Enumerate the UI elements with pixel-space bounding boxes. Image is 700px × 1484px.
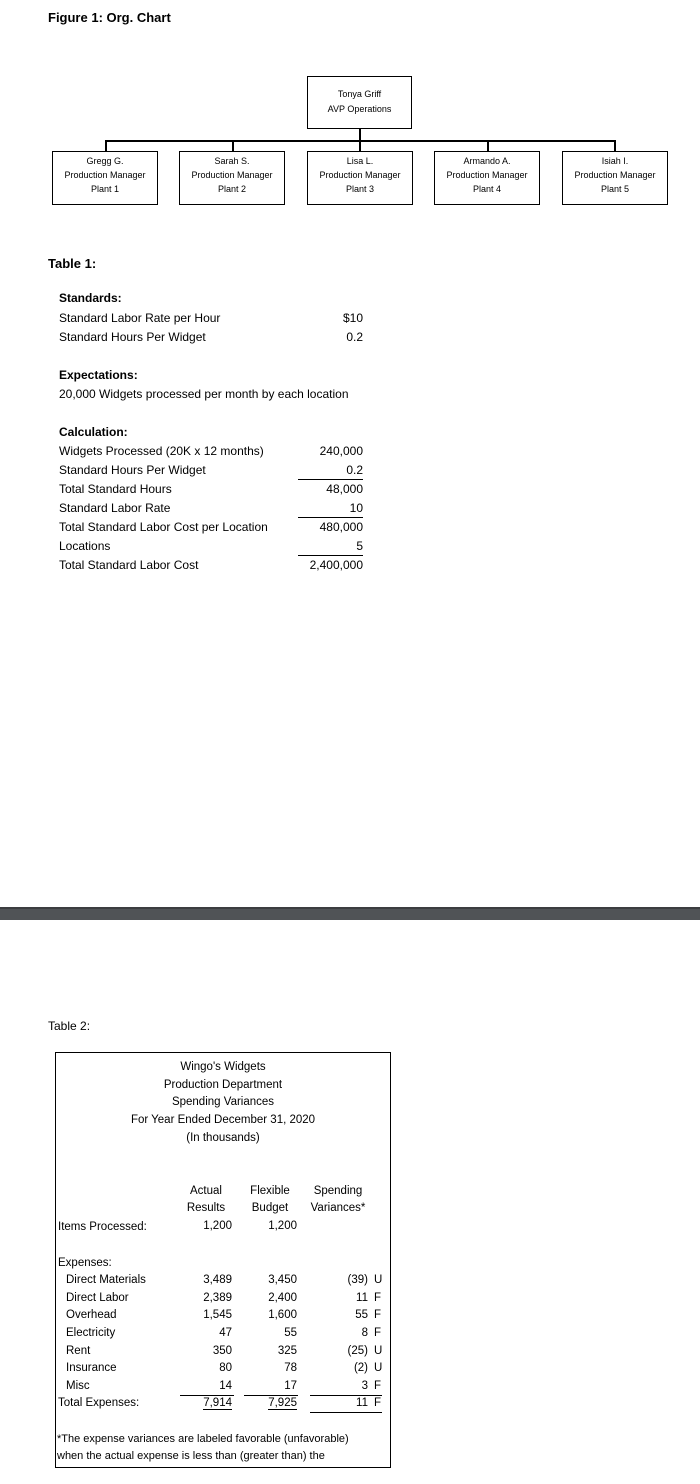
expense-label: Direct Materials	[66, 1274, 146, 1286]
items-processed-actual: 1,200	[203, 1220, 232, 1232]
expense-flag: U	[374, 1362, 383, 1374]
org-plant: Plant 3	[345, 184, 375, 194]
calc-underline	[298, 555, 363, 556]
col-spending-2: Variances*	[310, 1202, 366, 1214]
org-role: Production Manager	[574, 170, 656, 180]
org-box-manager-2	[179, 151, 285, 205]
calc-value: 480,000	[319, 520, 363, 534]
expense-flexible: 78	[284, 1362, 297, 1374]
org-name: Sarah S.	[214, 156, 250, 166]
calc-value: 10	[349, 501, 363, 515]
table2-period: For Year Ended December 31, 2020	[130, 1114, 316, 1126]
expense-flag: F	[374, 1327, 382, 1339]
org-plant: Plant 2	[217, 184, 247, 194]
col-flexible-1: Flexible	[250, 1185, 290, 1197]
total-underline-variance	[310, 1395, 382, 1396]
calc-underline	[298, 517, 363, 518]
expense-flag: F	[374, 1380, 382, 1392]
expense-label: Insurance	[66, 1362, 117, 1374]
standards-value: $10	[342, 311, 363, 325]
org-connector-drop-5	[614, 140, 616, 151]
footnote-line-2: when the actual expense is less than (greater than) the	[57, 1450, 325, 1462]
calc-label: Total Standard Labor Cost	[59, 558, 199, 572]
expense-flexible: 1,600	[268, 1309, 297, 1321]
table2-report-title: Spending Variances	[171, 1096, 275, 1108]
total-flag: F	[374, 1397, 382, 1409]
col-actual-2: Results	[186, 1202, 226, 1214]
total-underline-variance-bottom	[310, 1412, 382, 1413]
calc-label: Locations	[59, 539, 111, 553]
expense-actual: 47	[219, 1327, 232, 1339]
org-role: Production Manager	[64, 170, 146, 180]
figure-title: Figure 1: Org. Chart	[48, 10, 171, 25]
total-label: Total Expenses:	[58, 1397, 140, 1409]
expense-variance: (25)	[347, 1345, 368, 1357]
calc-value: 5	[356, 539, 363, 553]
expense-variance: 55	[355, 1309, 368, 1321]
org-plant: Plant 1	[90, 184, 120, 194]
org-connector-drop-3	[359, 140, 361, 151]
expense-flag: F	[374, 1309, 382, 1321]
expense-label: Electricity	[66, 1327, 116, 1339]
page-divider	[0, 907, 700, 920]
total-actual: 7,914	[203, 1397, 232, 1409]
org-connector-drop-2	[232, 140, 234, 151]
total-underline-actual	[180, 1395, 234, 1396]
expense-flexible: 55	[284, 1327, 297, 1339]
expense-flag: F	[374, 1292, 382, 1304]
expense-actual: 2,389	[203, 1292, 232, 1304]
org-box-avp	[307, 76, 412, 129]
expectations-heading: Expectations:	[59, 368, 138, 382]
table2-units: (In thousands)	[186, 1132, 260, 1144]
calculation-heading: Calculation:	[59, 425, 128, 439]
org-connector-horizontal	[105, 140, 616, 142]
items-processed-flexible: 1,200	[268, 1220, 297, 1232]
org-role: AVP Operations	[327, 104, 392, 114]
expense-actual: 1,545	[203, 1309, 232, 1321]
org-plant: Plant 4	[472, 184, 502, 194]
expectations-text: 20,000 Widgets processed per month by each location	[59, 387, 349, 401]
table2-company: Wingo's Widgets	[180, 1061, 266, 1073]
expense-label: Direct Labor	[66, 1292, 129, 1304]
standards-heading: Standards:	[59, 291, 122, 305]
expense-flag: U	[374, 1274, 383, 1286]
expense-variance: 11	[356, 1292, 368, 1304]
table2	[55, 1052, 391, 1468]
org-box-manager-5	[562, 151, 668, 205]
org-role: Production Manager	[319, 170, 401, 180]
col-flexible-2: Budget	[251, 1202, 289, 1214]
total-underline-flexible	[244, 1395, 298, 1396]
expense-flag: U	[374, 1345, 383, 1357]
expense-flexible: 325	[277, 1345, 297, 1357]
expense-flexible: 17	[284, 1380, 297, 1392]
items-processed-label: Items Processed:	[58, 1221, 147, 1233]
col-actual-1: Actual	[190, 1185, 222, 1197]
table2-department: Production Department	[163, 1079, 283, 1091]
expense-label: Misc	[66, 1380, 90, 1392]
expense-actual: 350	[212, 1345, 232, 1357]
calc-value: 48,000	[326, 482, 363, 496]
total-variance: 11	[356, 1397, 368, 1409]
standards-label: Standard Hours Per Widget	[59, 330, 206, 344]
expense-variance: (2)	[353, 1362, 368, 1374]
org-plant: Plant 5	[600, 184, 630, 194]
calc-label: Widgets Processed (20K x 12 months)	[59, 444, 264, 458]
calc-value: 2,400,000	[309, 558, 363, 572]
expense-actual: 3,489	[203, 1274, 232, 1286]
calc-value: 240,000	[319, 444, 363, 458]
org-name: Gregg G.	[86, 156, 124, 166]
expense-variance: 3	[361, 1380, 368, 1392]
org-name: Isiah I.	[601, 156, 629, 166]
expense-actual: 14	[219, 1380, 232, 1392]
standards-value: 0.2	[346, 330, 363, 344]
expense-label: Rent	[66, 1345, 91, 1357]
standards-label: Standard Labor Rate per Hour	[59, 311, 221, 325]
expense-flexible: 3,450	[268, 1274, 297, 1286]
calc-label: Total Standard Hours	[59, 482, 172, 496]
org-role: Production Manager	[446, 170, 528, 180]
calc-value: 0.2	[346, 463, 363, 477]
total-flexible: 7,925	[268, 1397, 297, 1409]
org-box-manager-1	[52, 151, 158, 205]
footnote-line-1: *The expense variances are labeled favorable (unfavorable)	[57, 1433, 349, 1445]
expense-flexible: 2,400	[268, 1292, 297, 1304]
org-name: Armando A.	[463, 156, 511, 166]
org-name: Lisa L.	[346, 156, 374, 166]
org-connector-drop-4	[487, 140, 489, 151]
expense-label: Overhead	[66, 1309, 117, 1321]
org-box-manager-4	[434, 151, 540, 205]
org-connector-drop-1	[105, 140, 107, 151]
calc-label: Standard Hours Per Widget	[59, 463, 206, 477]
col-spending-1: Spending	[313, 1185, 363, 1197]
expense-variance: (39)	[347, 1274, 368, 1286]
calc-label: Total Standard Labor Cost per Location	[59, 520, 268, 534]
org-role: Production Manager	[191, 170, 273, 180]
table2-title: Table 2:	[48, 1019, 91, 1033]
org-name: Tonya Griff	[337, 89, 382, 99]
expense-variance: 8	[361, 1327, 368, 1339]
expense-actual: 80	[219, 1362, 232, 1374]
table1-title: Table 1:	[48, 256, 97, 271]
calc-underline	[298, 479, 363, 480]
calc-label: Standard Labor Rate	[59, 501, 171, 515]
expenses-label: Expenses:	[58, 1257, 112, 1269]
org-box-manager-3	[307, 151, 413, 205]
